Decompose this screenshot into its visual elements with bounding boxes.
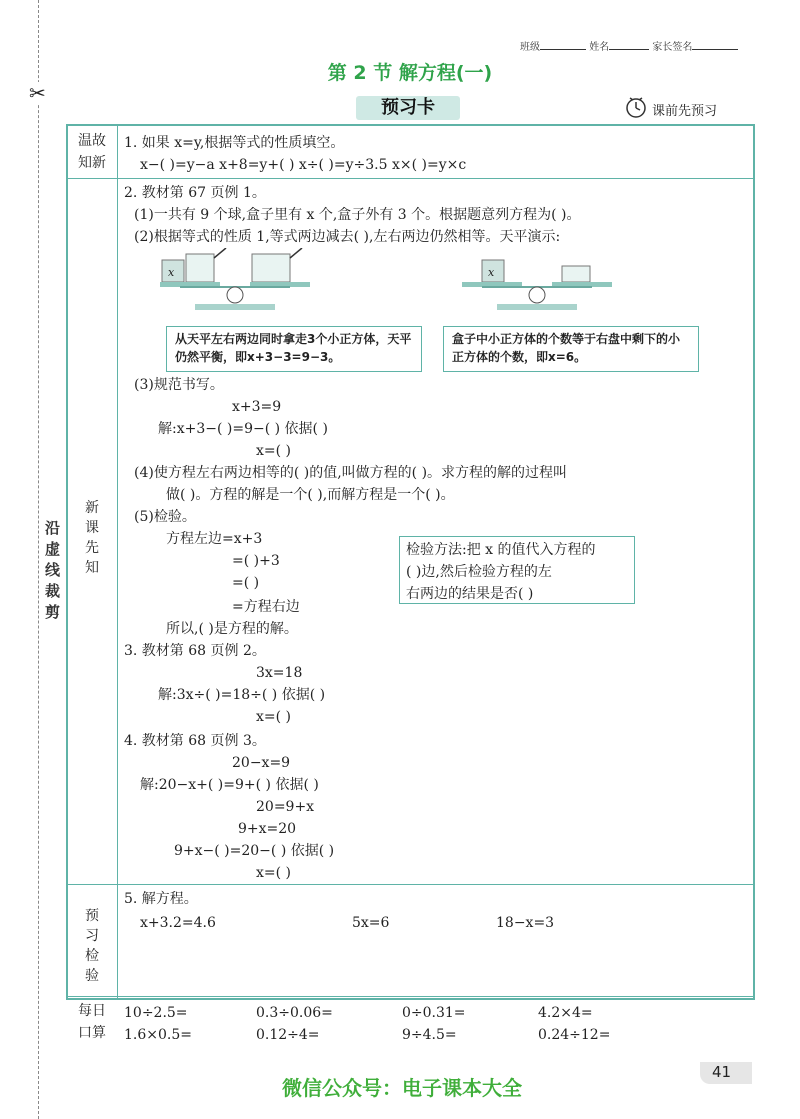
row-label-new bbox=[68, 498, 116, 578]
check-method-tip bbox=[399, 536, 635, 604]
daily-item: 1.6×0.5= bbox=[124, 1027, 192, 1043]
cut-text: 沿虚线裁剪 bbox=[43, 520, 61, 625]
tip-line-2: ( )边,然后检验方程的左 bbox=[406, 564, 552, 580]
row-label-check bbox=[68, 906, 116, 986]
example-3-line-6: x=( ) bbox=[256, 865, 291, 881]
balance-note-left bbox=[166, 326, 422, 372]
check-line-3: =( ) bbox=[232, 575, 260, 591]
question-2-4a: (4)使方程左右两边相等的( )的值,叫做方程的( )。求方程的解的过程叫 bbox=[134, 465, 568, 481]
check-line-4: =方程右边 bbox=[232, 599, 300, 615]
row-label-daily bbox=[68, 1000, 116, 1044]
balance-note-right bbox=[443, 326, 699, 372]
example-2-line-2: 解:3x÷( )=18÷( ) 依据( ) bbox=[158, 687, 326, 703]
cut-line bbox=[38, 0, 39, 1119]
page-number: 41 bbox=[712, 1063, 732, 1081]
equation-1: x+3.2=4.6 bbox=[140, 915, 216, 931]
daily-item: 0.24÷12= bbox=[538, 1027, 611, 1043]
tip-line-1: 检验方法:把 x 的值代入方程的 bbox=[406, 542, 596, 558]
balance-illustration-left bbox=[160, 248, 315, 312]
balance-note-right-text: 盒子中小正方体的个数等于右盘中剩下的小正方体的个数，即x=6。 bbox=[452, 332, 681, 364]
question-2-5: (5)检验。 bbox=[134, 509, 196, 525]
example-3-line-2: 解:20−x+( )=9+( ) 依据( ) bbox=[140, 777, 319, 793]
equation-2: 5x=6 bbox=[352, 915, 390, 931]
balance-note-left-text: 从天平左右两边同时拿走3个小正方体，天平仍然平衡，即x+3−3=9−3。 bbox=[175, 332, 412, 364]
example-2-line-1: 3x=18 bbox=[256, 665, 303, 681]
daily-item: 0.3÷0.06= bbox=[256, 1005, 333, 1021]
badge-text: 课前先预习 bbox=[652, 104, 718, 119]
solve-line-2: 解:x+3−( )=9−( ) 依据( ) bbox=[158, 421, 328, 437]
tip-line-3: 右两边的结果是否( ) bbox=[406, 586, 534, 602]
question-5: 5. 解方程。 bbox=[124, 891, 198, 907]
daily-item: 10÷2.5= bbox=[124, 1005, 188, 1021]
header-info bbox=[520, 38, 752, 53]
question-1: 1. 如果 x=y,根据等式的性质填空。 bbox=[124, 135, 345, 151]
svg-text:x: x bbox=[488, 266, 495, 279]
solve-line-1: x+3=9 bbox=[232, 399, 282, 415]
example-3-line-3: 20=9+x bbox=[256, 799, 315, 815]
check-line-1: 方程左边=x+3 bbox=[166, 531, 263, 547]
cut-instruction bbox=[41, 520, 59, 631]
class-label: 班级 bbox=[520, 42, 540, 53]
svg-text:x: x bbox=[168, 266, 175, 279]
question-2-2: (2)根据等式的性质 1,等式两边减去( ),左右两边仍然相等。天平演示: bbox=[134, 229, 561, 245]
row-divider bbox=[66, 996, 755, 997]
example-3-line-4: 9+x=20 bbox=[238, 821, 297, 837]
question-1-blanks: x−( )=y−a x+8=y+( ) x÷( )=y÷3.5 x×( )=y×c bbox=[140, 157, 467, 173]
name-label: 姓名 bbox=[589, 42, 610, 53]
section-title: 第 2 节 解方程(一) bbox=[327, 62, 493, 84]
question-2-3: (3)规范书写。 bbox=[134, 377, 224, 393]
question-2-1: (1)一共有 9 个球,盒子里有 x 个,盒子外有 3 个。根据题意列方程为( )。 bbox=[134, 207, 581, 223]
question-3: 3. 教材第 68 页例 2。 bbox=[124, 643, 266, 659]
question-2-4b: 做( )。方程的解是一个( ),而解方程是一个( )。 bbox=[166, 487, 455, 503]
equation-3: 18−x=3 bbox=[496, 915, 555, 931]
daily-item: 9÷4.5= bbox=[402, 1027, 457, 1043]
review-label-text: 温故知新 bbox=[78, 133, 106, 171]
check-line-2: =( )+3 bbox=[232, 553, 280, 569]
scissors-icon: ✂ bbox=[29, 81, 46, 105]
example-2-line-3: x=( ) bbox=[256, 709, 291, 725]
watermark-text: 微信公众号：电子课本大全 bbox=[282, 1076, 522, 1100]
daily-item: 0.12÷4= bbox=[256, 1027, 320, 1043]
row-divider bbox=[66, 178, 755, 179]
check-label-text: 预习检验 bbox=[85, 908, 99, 984]
solve-line-3: x=( ) bbox=[256, 443, 291, 459]
row-divider bbox=[66, 884, 755, 885]
question-4: 4. 教材第 68 页例 3。 bbox=[124, 733, 266, 749]
daily-item: 0÷0.31= bbox=[402, 1005, 466, 1021]
new-label-text: 新课先知 bbox=[85, 500, 99, 576]
clock-icon bbox=[625, 96, 647, 118]
row-label-review bbox=[68, 130, 116, 174]
card-title: 预习卡 bbox=[381, 97, 435, 118]
daily-label-text: 每日口算 bbox=[78, 1003, 106, 1041]
balance-illustration-right bbox=[462, 248, 617, 312]
example-3-line-5: 9+x−( )=20−( ) 依据( ) bbox=[174, 843, 335, 859]
column-divider bbox=[117, 124, 118, 998]
parent-label: 家长签名 bbox=[652, 42, 693, 53]
check-line-5: 所以,( )是方程的解。 bbox=[166, 621, 298, 637]
daily-item: 4.2×4= bbox=[538, 1005, 593, 1021]
example-3-line-1: 20−x=9 bbox=[232, 755, 291, 771]
question-2: 2. 教材第 67 页例 1。 bbox=[124, 185, 266, 201]
